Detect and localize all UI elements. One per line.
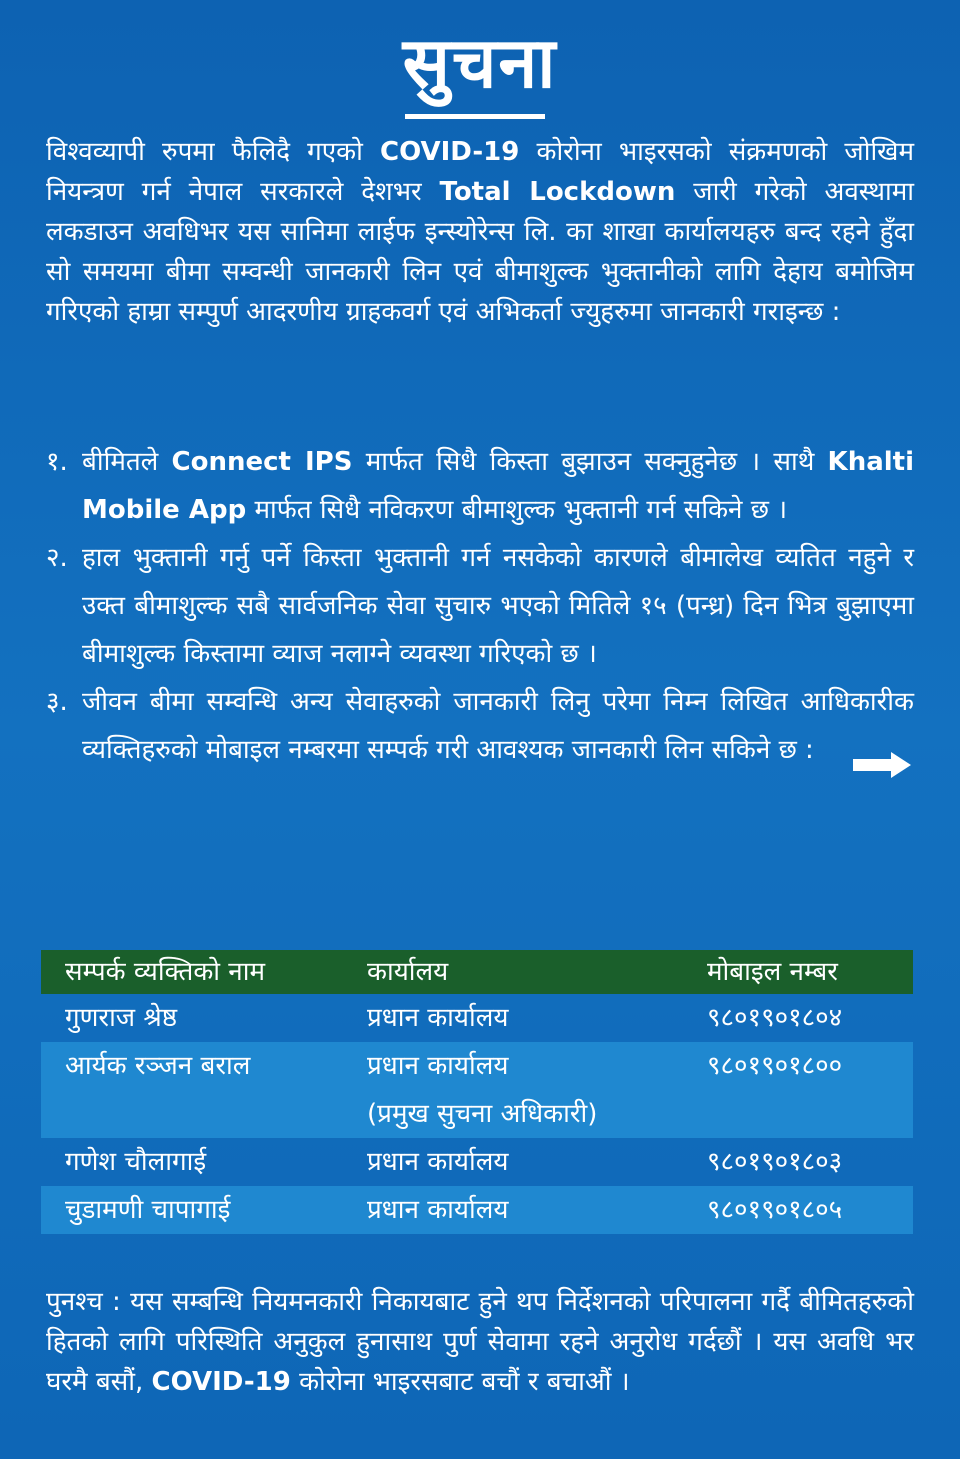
contact-office: प्रधान कार्यालय: [367, 1051, 509, 1081]
intro-text-3: जारी गरेको अवस्थामा लकडाउन अवधिभर यस सानिमा लाईफ इन्स्योरेन्स लि. का शाखा कार्यालयहरु बन्द रहने हुँदा सो समयमा बीमा सम्वन्धी जानकारी लिन एवं बीमाशुल्क भुक्तानीको लागि देहाय बमोजिम गरिएको हाम्रा सम्पुर्ण आदरणीय ग्राहकवर्ग एवं अभिकर्ता ज्युहरुमा जानकारी गराइन्छ :: [46, 177, 914, 327]
header-office: कार्यालय: [367, 957, 449, 987]
list-item-2: [46, 534, 914, 678]
numbered-list: [46, 438, 914, 774]
contact-office-group: [367, 1042, 687, 1138]
list-item-3: [46, 678, 914, 774]
intro-lockdown: Total Lockdown: [439, 177, 676, 207]
list-item-text: [82, 438, 914, 534]
list-item-number: २.: [46, 543, 68, 573]
contact-mobile: ९८०१९०१८०५: [707, 1195, 843, 1225]
list-item-1: [46, 438, 914, 534]
contact-office: प्रधान कार्यालय: [367, 1003, 509, 1033]
intro-text-1: विश्वव्यापी रुपमा फैलिदै गएको: [46, 137, 381, 167]
table-row: [41, 1042, 913, 1138]
intro-paragraph: [46, 132, 914, 332]
list-item-number: १.: [46, 447, 68, 477]
footer-text-1: पुनश्च : यस सम्बन्धि नियमनकारी निकायबाट हुने थप निर्देशनको परिपालना गर्दै बीमितहरुको हितको लागि परिस्थिति अनुकुल हुनासाथ पुर्ण सेवामा रहने अनुरोध गर्दछौं । यस अवधि भर घरमै बसौं,: [46, 1287, 914, 1397]
footer-text-2: कोरोना भाइरसबाट बचौं र बचाऔं ।: [290, 1367, 630, 1397]
item1-khalti-app: Khalti Mobile App: [82, 447, 915, 525]
item1-text-d: मार्फत सिधै नविकरण बीमाशुल्क भुक्तानी गर्न सकिने छ ।: [246, 495, 788, 525]
item1-text-c: मार्फत सिधै किस्ता बुझाउन सक्नुहुनेछ । साथै: [352, 447, 828, 477]
contact-mobile: ९८०१९०१८००: [707, 1051, 843, 1081]
item1-connect-ips: Connect IPS: [171, 447, 353, 477]
contact-name: गणेश चौलागाई: [65, 1147, 207, 1177]
title-underline: [405, 114, 545, 119]
list-item-text: हाल भुक्तानी गर्नु पर्ने किस्ता भुक्तानी गर्न नसकेको कारणले बीमालेख व्यतित नहुने र उक्त बीमाशुल्क सबै सार्वजनिक सेवा सुचारु भएको मितिले १५ (पन्ध्र) दिन भित्र बुझाएमा बीमाशुल्क किस्तामा व्याज नलाग्ने व्यवस्था गरिएको छ ।: [82, 543, 914, 669]
table-row: [41, 994, 913, 1042]
footer-note: [46, 1282, 914, 1402]
contact-name: चुडामणी चापागाई: [65, 1195, 231, 1225]
list-item-number: ३.: [46, 687, 68, 717]
intro-covid: COVID-19: [380, 137, 520, 167]
contact-mobile: ९८०१९०१८०४: [707, 1003, 843, 1033]
list-item-text: जीवन बीमा सम्वन्धि अन्य सेवाहरुको जानकारी लिनु परेमा निम्न लिखित आधिकारीक व्यक्तिहरुको मोबाइल नम्बरमा सम्पर्क गरी आवश्यक जानकारी लिन सकिने छ :: [82, 687, 914, 765]
contact-office-role: (प्रमुख सुचना अधिकारी): [367, 1099, 598, 1129]
contact-mobile: ९८०१९०१८०३: [707, 1147, 843, 1177]
table-row: [41, 1138, 913, 1186]
right-arrow-icon: [853, 752, 911, 778]
contact-table: [41, 950, 913, 1234]
header-name: सम्पर्क व्यक्तिको नाम: [65, 957, 266, 987]
item1-text-a: बीमितले: [82, 447, 172, 477]
contact-office: प्रधान कार्यालय: [367, 1195, 509, 1225]
page-title: सुचना: [402, 22, 558, 104]
contact-office: प्रधान कार्यालय: [367, 1147, 509, 1177]
header-mobile: मोबाइल नम्बर: [707, 957, 838, 987]
footer-covid: COVID-19: [151, 1367, 291, 1397]
table-row: [41, 1186, 913, 1234]
contact-name: गुणराज श्रेष्ठ: [65, 1003, 178, 1033]
contact-name: आर्यक रञ्जन बराल: [65, 1051, 251, 1081]
intro-text-2: कोरोना भाइरसको संक्रमणको जोखिम नियन्त्रण गर्न नेपाल सरकारले देशभर: [46, 137, 915, 207]
table-header: [41, 950, 913, 994]
